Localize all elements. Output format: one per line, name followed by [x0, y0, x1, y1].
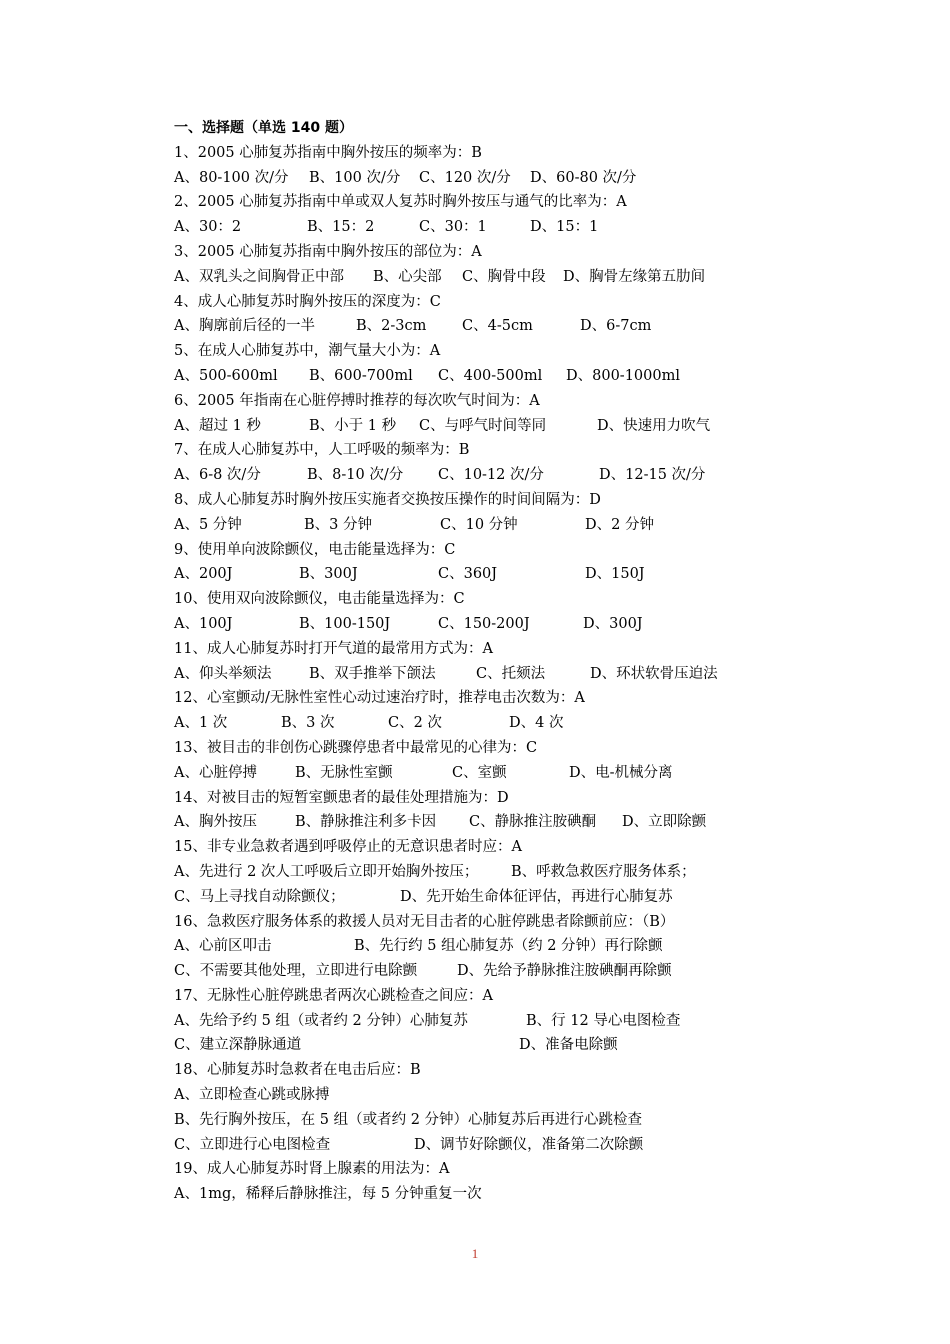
option-d: D、150J — [585, 566, 645, 583]
option-d: D、6-7cm — [580, 318, 652, 335]
option-b: B、呼救急救医疗服务体系； — [511, 863, 696, 880]
options-6 — [174, 414, 734, 439]
option-b: B、小于 1 秒 — [309, 417, 397, 434]
option-d: D、先给予静脉推注胺碘酮再除颤 — [457, 963, 672, 980]
question-3: 3、2005 心肺复苏指南中胸外按压的部位为：A — [174, 243, 482, 260]
options-17-line-1 — [174, 1009, 734, 1034]
option-a: A、80-100 次/分 — [174, 169, 289, 186]
question-5: 5、在成人心肺复苏中，潮气量大小为：A — [174, 343, 441, 360]
question-15: 15、非专业急救者遇到呼吸停止的无意识患者时应：A — [174, 839, 522, 856]
option-18-b: B、先行胸外按压，在 5 组（或者约 2 分钟）心肺复苏后再进行心跳检查 — [174, 1111, 643, 1128]
question-2: 2、2005 心肺复苏指南中单或双人复苏时胸外按压与通气的比率为：A — [174, 194, 627, 211]
option-d: D、60-80 次/分 — [530, 169, 637, 186]
option-c: C、10-12 次/分 — [438, 467, 544, 484]
option-a: A、心脏停搏 — [174, 764, 257, 781]
option-d: D、立即除颤 — [622, 814, 707, 831]
option-b: B、无脉性室颤 — [295, 764, 393, 781]
options-16-line-2 — [174, 959, 734, 984]
option-a: A、500-600ml — [174, 367, 278, 384]
options-17-line-2 — [174, 1033, 734, 1058]
option-a: A、200J — [174, 566, 233, 583]
options-8 — [174, 513, 734, 538]
option-d: D、15：1 — [530, 219, 599, 236]
option-a: A、1 次 — [174, 715, 228, 732]
question-16: 16、急救医疗服务体系的救援人员对无目击者的心脏停跳患者除颤前应：（B） — [174, 913, 675, 930]
option-b: B、静脉推注利多卡因 — [295, 814, 437, 831]
question-7: 7、在成人心肺复苏中，人工呼吸的频率为：B — [174, 442, 470, 459]
options-10 — [174, 612, 734, 637]
question-8: 8、成人心肺复苏时胸外按压实施者交换按压操作的时间间隔为：D — [174, 491, 601, 508]
section-title: 一、选择题（单选 140 题） — [174, 120, 353, 136]
question-17: 17、无脉性心脏停跳患者两次心跳检查之间应：A — [174, 987, 493, 1004]
option-b: B、8-10 次/分 — [307, 467, 404, 484]
option-b: B、3 次 — [281, 715, 335, 732]
option-b: B、心尖部 — [373, 268, 442, 285]
options-7 — [174, 463, 734, 488]
options-4 — [174, 314, 734, 339]
question-11: 11、成人心肺复苏时打开气道的最常用方式为：A — [174, 640, 493, 657]
option-a: A、先进行 2 次人工呼吸后立即开始胸外按压； — [174, 863, 479, 880]
option-b: B、100-150J — [299, 615, 391, 632]
option-a: A、心前区叩击 — [174, 938, 272, 955]
options-12 — [174, 711, 734, 736]
option-a: A、双乳头之间胸骨正中部 — [174, 268, 344, 285]
option-c: C、30：1 — [419, 219, 487, 236]
option-d: D、先开始生命体征评估，再进行心肺复苏 — [400, 888, 673, 905]
option-d: D、环状软骨压迫法 — [590, 665, 718, 682]
page-number: 1 — [471, 1246, 479, 1261]
option-a: A、超过 1 秒 — [174, 417, 261, 434]
option-c: C、室颤 — [452, 764, 507, 781]
option-d: D、300J — [583, 615, 643, 632]
option-a: A、5 分钟 — [174, 516, 242, 533]
option-b: B、双手推举下颌法 — [309, 665, 436, 682]
question-14: 14、对被目击的短暂室颤患者的最佳处理措施为：D — [174, 789, 509, 806]
question-6: 6、2005 年指南在心脏停搏时推荐的每次吹气时间为：A — [174, 392, 540, 409]
option-c: C、2 次 — [388, 715, 442, 732]
options-11 — [174, 662, 734, 687]
option-18-a: A、立即检查心跳或脉搏 — [174, 1087, 330, 1104]
option-c: C、马上寻找自动除颤仪； — [174, 888, 345, 905]
option-19-a: A、1mg，稀释后静脉推注，每 5 分钟重复一次 — [174, 1186, 482, 1203]
question-12: 12、心室颤动/无脉性室性心动过速治疗时，推荐电击次数为：A — [174, 690, 585, 707]
options-2 — [174, 215, 734, 240]
option-d: D、2 分钟 — [585, 516, 654, 533]
options-5 — [174, 364, 734, 389]
option-d: D、调节好除颤仪，准备第二次除颤 — [414, 1136, 644, 1153]
option-d: D、12-15 次/分 — [599, 467, 706, 484]
options-18-line-cd — [174, 1133, 734, 1158]
option-a: A、6-8 次/分 — [174, 467, 261, 484]
option-b: B、15：2 — [307, 219, 375, 236]
question-4: 4、成人心肺复苏时胸外按压的深度为：C — [174, 293, 441, 310]
option-c: C、150-200J — [438, 615, 530, 632]
question-list — [174, 116, 734, 1207]
option-b: B、600-700ml — [309, 367, 413, 384]
option-c: C、静脉推注胺碘酮 — [469, 814, 597, 831]
option-a: A、100J — [174, 615, 233, 632]
option-d: D、4 次 — [509, 715, 564, 732]
option-b: B、先行约 5 组心肺复苏（约 2 分钟）再行除颤 — [354, 938, 663, 955]
options-3 — [174, 265, 734, 290]
option-a: A、30：2 — [174, 219, 242, 236]
options-1 — [174, 166, 734, 191]
question-13: 13、被目击的非创伤心跳骤停患者中最常见的心律为：C — [174, 739, 538, 756]
option-b: B、行 12 导心电图检查 — [526, 1012, 681, 1029]
question-10: 10、使用双向波除颤仪，电击能量选择为：C — [174, 591, 465, 608]
option-b: B、2-3cm — [356, 318, 427, 335]
question-18: 18、心肺复苏时急救者在电击后应：B — [174, 1062, 421, 1079]
option-c: C、托颏法 — [476, 665, 546, 682]
option-a: A、先给予约 5 组（或者约 2 分钟）心肺复苏 — [174, 1012, 468, 1029]
options-13 — [174, 761, 734, 786]
option-c: C、建立深静脉通道 — [174, 1037, 302, 1054]
option-c: C、400-500ml — [438, 367, 543, 384]
options-15-line-1 — [174, 860, 734, 885]
options-16-line-1 — [174, 934, 734, 959]
option-c: C、360J — [438, 566, 498, 583]
option-d: D、电-机械分离 — [569, 764, 673, 781]
option-a: A、胸廓前后径的一半 — [174, 318, 315, 335]
option-b: B、3 分钟 — [304, 516, 372, 533]
options-14 — [174, 810, 734, 835]
option-c: C、不需要其他处理，立即进行电除颤 — [174, 963, 418, 980]
option-d: D、快速用力吹气 — [597, 417, 711, 434]
option-b: B、300J — [299, 566, 358, 583]
option-b: B、100 次/分 — [309, 169, 401, 186]
option-c: C、与呼气时间等同 — [419, 417, 547, 434]
option-c: C、胸骨中段 — [462, 268, 546, 285]
option-a: A、胸外按压 — [174, 814, 257, 831]
option-c: C、120 次/分 — [419, 169, 511, 186]
option-c: C、4-5cm — [462, 318, 533, 335]
option-a: A、仰头举颏法 — [174, 665, 272, 682]
question-9: 9、使用单向波除颤仪，电击能量选择为：C — [174, 541, 456, 558]
option-d: D、准备电除颤 — [519, 1037, 618, 1054]
options-15-line-2 — [174, 885, 734, 910]
options-9 — [174, 562, 734, 587]
option-d: D、胸骨左缘第五肋间 — [563, 268, 706, 285]
option-c: C、立即进行心电图检查 — [174, 1136, 331, 1153]
question-1: 1、2005 心肺复苏指南中胸外按压的频率为：B — [174, 144, 482, 161]
option-c: C、10 分钟 — [440, 516, 518, 533]
option-d: D、800-1000ml — [566, 367, 680, 384]
question-19: 19、成人心肺复苏时肾上腺素的用法为：A — [174, 1161, 450, 1178]
